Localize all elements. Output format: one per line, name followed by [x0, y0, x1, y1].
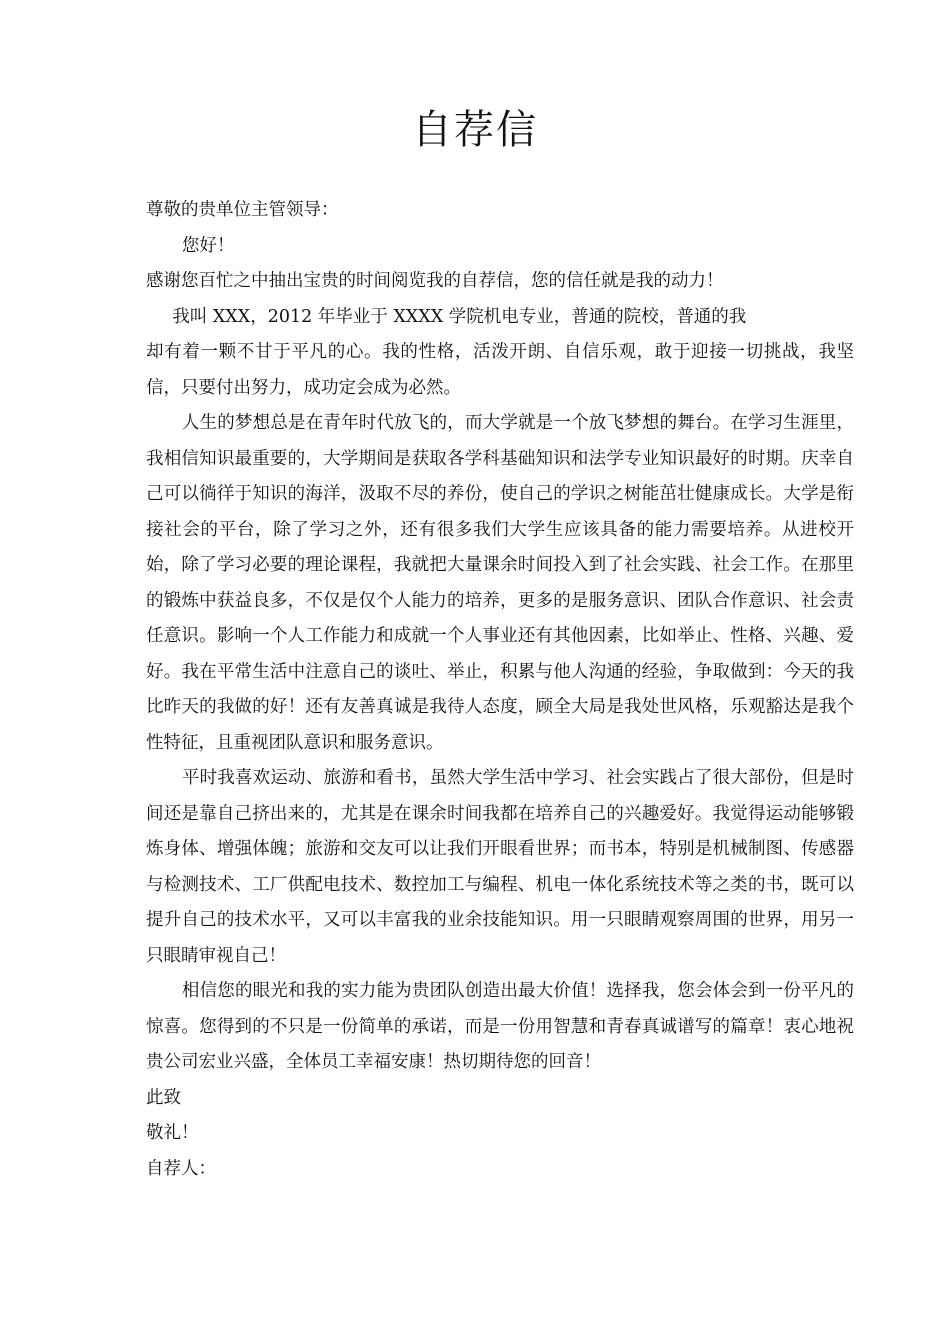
closing-line-2: 敬礼！ [146, 1123, 199, 1143]
letter-body [146, 193, 854, 1187]
intro-paragraph: 却有着一颗不甘于平凡的心。我的性格，活泼开朗、自信乐观，敢于迎接一切挑战，我坚信，只要付出努力，成功定会成为必然。 [146, 342, 854, 398]
greeting: 您好！ [181, 235, 235, 256]
signature-label: 自荐人： [146, 1158, 216, 1179]
paragraph-hobby: 平时我喜欢运动、旅游和看书，虽然大学生活中学习、社会实践占了很大部份，但是时间还是靠自己挤出来的，尤其是在课余时间我都在培养自己的兴趣爱好。我觉得运动能够锻炼身体、增强体魄；旅游和交友可以让我们开眼看世界；而书本，特别是机械制图、传感器与检测技术、工厂供配电技术、数控加工与编程、机电一体化系统技术等之类的书，既可以提升自己的技术水平，又可以丰富我的业余技能知识。用一只眼睛观察周围的世界，用另一只眼睛审视自己！ [146, 768, 854, 966]
thanks-line: 感谢您百忙之中抽出宝贵的时间阅览我的自荐信，您的信任就是我的动力！ [146, 271, 724, 291]
intro-first-line: 我叫 XXX，2012 年毕业于 XXXX 学院机电专业，普通的院校，普通的我 [172, 306, 747, 327]
paragraph-dream: 人生的梦想总是在青年时代放飞的，而大学就是一个放飞梦想的舞台。在学习生涯里，我相信知识最重要的，大学期间是获取各学科基础知识和法学专业知识最好的时期。庆幸自己可以徜徉于知识的海洋，汲取不尽的养份，使自己的学识之树能茁壮健康成长。大学是衔接社会的平台，除了学习之外，还有很多我们大学生应该具备的能力需要培养。从进校开始，除了学习必要的理论课程，我就把大量课余时间投入到了社会实践、社会工作。在那里的锻炼中获益良多，不仅是仅个人能力的培养，更多的是服务意识、团队合作意识、社会责任意识。影响一个人工作能力和成就一个人事业还有其他因素，比如举止、性格、兴趣、爱好。我在平常生活中注意自己的谈吐、举止，积累与他人沟通的经验，争取做到：今天的我比昨天的我做的好！还有友善真诚是我待人态度，顾全大局是我处世风格，乐观豁达是我个性特征，且重视团队意识和服务意识。 [146, 413, 854, 753]
paragraph-closing: 相信您的眼光和我的实力能为贵团队创造出最大价值！选择我，您会体会到一份平凡的惊喜。您得到的不只是一份简单的承诺，而是一份用智慧和青春真诚谱写的篇章！衷心地祝贵公司宏业兴盛，全体员工幸福安康！热切期待您的回音！ [146, 981, 854, 1072]
letter-title: 自荐信 [412, 107, 538, 153]
closing-line-1: 此致 [146, 1087, 181, 1108]
salutation: 尊敬的贵单位主管领导： [146, 200, 339, 220]
